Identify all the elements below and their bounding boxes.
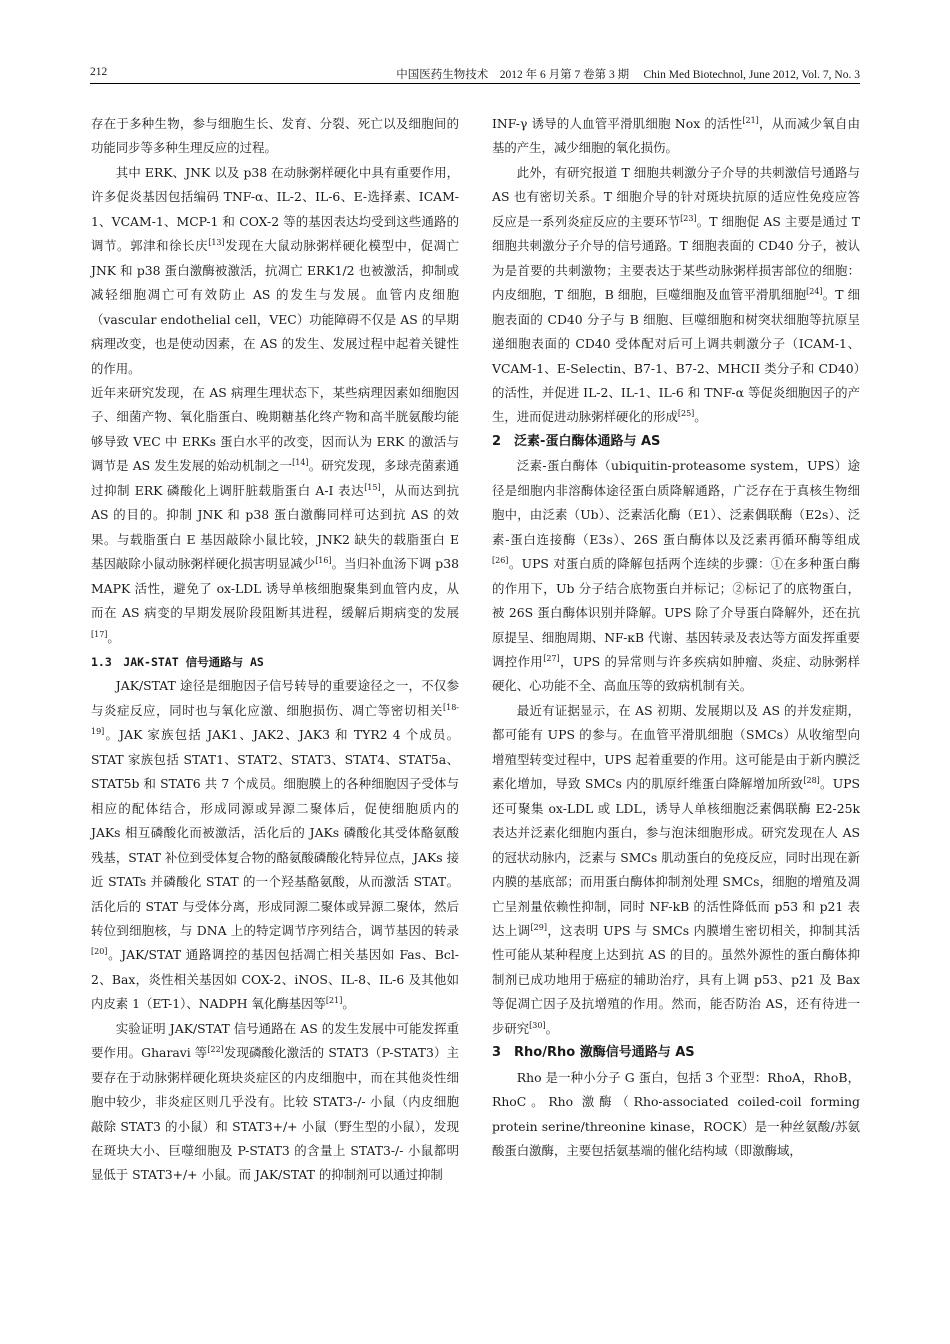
journal-info: 中国医药生物技术 2012 年 6 月第 7 卷第 3 期 Chin Med Biotechnol, June 2012, Vol. 7, No. 3 (396, 69, 860, 81)
citation: [14] (292, 458, 309, 468)
citation: [23] (680, 213, 697, 223)
paragraph: 泛素-蛋白酶体（ubiquitin-proteasome system，UPS）途径是细胞内非溶酶体途径蛋白质降解通路，广泛存在于真核生物细胞中，由泛素（Ub）、泛素活化酶（E1）、泛素偶联酶（E2s）、泛素-蛋白连接酶（E3s）、26S 蛋白酶体以及泛素再循环酶等组成[26]。UPS 对蛋白质的降解包括两个连续的步骤：①在多种蛋白酶的作用下，Ub 分子结合底物蛋白并标记；②标记了的底物蛋白，被 26S 蛋白酶体识别并降解。UPS 除了介导蛋白降解外，还在抗原提呈、细胞周期、NF-κB 代谢、基因转录及表达等方面发挥重要调控作用[27]，UPS 的异常则与许多疾病如肿瘤、炎症、动脉粥样硬化、心功能不全、高血压等的致病机制有关。 (492, 458, 860, 694)
paragraph: 其中 ERK、JNK 以及 p38 在动脉粥样硬化中具有重要作用，许多促炎基因包括编码 TNF-α、IL-2、IL-6、E-选择素、ICAM-1、VCAM-1、MCP-1 和 COX-2 等的基因表达均受到这些通路的调节。郭津和徐长庆[13]发现在大鼠动脉粥样硬化模型中，促凋亡 JNK 和 p38 蛋白激酶被激活，抗凋亡 ERK1/2 也被激活，抑制或减轻细胞凋亡可有效防止 AS 的发生与发展。血管内皮细胞（vascular endothelial cell，VEC）功能障碍不仅是 AS 的早期病理改变，也是使动因素，在 AS 的发生、发展过程中起着关键性的作用。 (91, 164, 460, 376)
citation: [25] (677, 409, 695, 419)
paragraph: Rho 是一种小分子 G 蛋白，包括 3 个亚型：RhoA，RhoB，RhoC。Rho 激酶（Rho-associated coiled-coil forming protein serine/threonine kinase，ROCK）是一种丝氨酸/苏氨酸蛋白激酶，主要包括氨基端的催化结构域（即激酶域， (492, 1069, 860, 1159)
citation: [29] (530, 922, 547, 932)
left-column (91, 112, 459, 1188)
citation: [24] (806, 287, 823, 297)
citation: [15] (364, 482, 381, 492)
citation: [21] (325, 996, 343, 1006)
paragraph: 存在于多种生物，参与细胞生长、发育、分裂、死亡以及细胞间的功能同步等多种生理反应的过程。 (91, 116, 459, 156)
citation: [27] (543, 653, 560, 663)
running-header (90, 62, 860, 84)
section-heading: 2 泛素-蛋白酶体通路与 AS (492, 433, 661, 449)
citation: [21] (742, 115, 759, 125)
citation: [30] (529, 1020, 546, 1030)
header-rule (90, 83, 860, 84)
citation: [20] (91, 947, 108, 957)
citation: [18-19] (91, 702, 459, 737)
paragraph: INF-γ 诱导的人血管平滑肌细胞 Nox 的活性[21]，从而减少氧自由基的产生，减少细胞的氧化损伤。 (492, 115, 861, 156)
section-heading: 3 Rho/Rho 激酶信号通路与 AS (492, 1045, 695, 1061)
paragraph: 近年来研究发现，在 AS 病理生理状态下，某些病理因素如细胞因子、细菌产物、氧化脂蛋白、晚期糖基化终产物和高半胱氨酸均能够导致 VEC 中 ERKs 蛋白水平的改变，因而认为 ERK 的激活与调节是 AS 发生发展的始动机制之一[14]。研究发现，多球壳菌素通过抑制 ERK 磷酸化上调肝脏载脂蛋白 A-I 表达[15]，从而达到抗 AS 的目的。抑制 JNK 和 p38 蛋白激酶同样可达到抗 AS 的效果。与载脂蛋白 E 基因敲除小鼠比较，JNK2 缺失的载脂蛋白 E 基因敲除小鼠动脉粥样硬化损害明显减少[16]。当归补血汤下调 p38 MAPK 活性，避免了 ox-LDL 诱导单核细胞聚集到血管内皮，从而在 AS 病变的早期发展阶段阻断其进程，缓解后期病变的发展[17]。 (91, 384, 460, 645)
citation: [17] (91, 629, 108, 639)
paragraph: 实验证明 JAK/STAT 信号通路在 AS 的发生发展中可能发挥重要作用。Gharavi 等[22]发现磷酸化激活的 STAT3（P-STAT3）主要存在于动脉粥样硬化斑块炎症区的内皮细胞中，而在其他炎性细胞中较少，非炎症区则几乎没有。比较 STAT3-/- 小鼠（内皮细胞敲除 STAT3 的小鼠）和 STAT3+/+ 小鼠（野生型的小鼠），发现在斑块大小、巨噬细胞及 P-STAT3 的含量上 STAT3-/- 小鼠都明显低于 STAT3+/+ 小鼠。而 JAK/STAT 的抑制剂可以通过抑制 (91, 1020, 459, 1183)
subsection-heading: 1.3 JAK-STAT 信号通路与 AS (91, 654, 264, 669)
citation: [22] (207, 1045, 224, 1055)
citation: [26] (492, 556, 509, 566)
page-number: 212 (90, 66, 108, 78)
paragraph: 此外，有研究报道 T 细胞共刺激分子介导的共刺激信号通路与 AS 也有密切关系。T 细胞介导的针对斑块抗原的适应性免疫应答反应是一系列炎症反应的主要环节[23]。T 细胞促 AS 主要是通过 T 细胞共刺激分子介导的信号通路。T 细胞表面的 CD40 分子，被认为是首要的共刺激物；主要表达于某些动脉粥样损害部位的细胞：内皮细胞，T 细胞，B 细胞，巨噬细胞及血管平滑肌细胞[24]。T 细胞表面的 CD40 分子与 B 细胞、巨噬细胞和树突状细胞等抗原呈递细胞表面的 CD40 受体配对后可上调共刺激分子（ICAM-1、VCAM-1、E-Selectin、B7-1、B7-2、MHCII 类分子和 CD40）的活性，并促进 IL-2、IL-1、IL-6 和 TNF-α 等促炎细胞因子的产生，进而促进动脉粥样硬化的形成[25]。 (492, 164, 860, 425)
right-column (492, 112, 860, 1163)
citation: [16] (315, 556, 332, 566)
paragraph: JAK/STAT 途径是细胞因子信号转导的重要途径之一，不仅参与炎症反应，同时也与氧化应激、细胞损伤、凋亡等密切相关[18-19]。JAK 家族包括 JAK1、JAK2、JAK3 和 TYR2 4 个成员。STAT 家族包括 STAT1、STAT2、STAT3、STAT4、STAT5a、STAT5b 和 STAT6 共 7 个成员。细胞膜上的各种细胞因子受体与相应的配体结合，形成同源或异源二聚体后，促使细胞质内的 JAKs 相互磷酸化而被激活，活化后的 JAKs 磷酸化其受体酪氨酸残基，STAT 补位到受体复合物的酪氨酸磷酸化特异位点，JAKs 接近 STATs 并磷酸化 STAT 的一个羟基酪氨酸，从而激活 STAT。活化后的 STAT 与受体分离，形成同源二聚体或异源二聚体，然后转位到细胞核，与 DNA 上的特定调节序列结合，调节基因的转录[20]。JAK/STAT 通路调控的基因包括凋亡相关基因如 Fas、Bcl-2、Bax，炎性相关基因如 COX-2、iNOS、IL-8、IL-6 及其他如内皮素 1（ET-1）、NADPH 氧化酶基因等[21]。 (91, 678, 459, 1012)
paragraph: 最近有证据显示，在 AS 初期、发展期以及 AS 的并发症期，都可能有 UPS 的参与。在血管平滑肌细胞（SMCs）从收缩型向增殖型转变过程中，UPS 起着重要的作用。这可能是由于新内膜泛素化增加，导致 SMCs 内的肌原纤维蛋白降解增加所致[28]。UPS 还可聚集 ox-LDL 或 LDL，诱导人单核细胞泛素偶联酶 E2-25k 表达并泛素化细胞内蛋白，参与泡沫细胞形成。研究发现在人 AS 的冠状动脉内，泛素与 SMCs 肌动蛋白的免疫反应，同时出现在新内膜的基底部；而用蛋白酶体抑制剂处理 SMCs，细胞的增殖及凋亡呈剂量依赖性抑制，同时 NF-kB 的活性降低而 p53 和 p21 表达上调[29]，这表明 UPS 与 SMCs 内膜增生密切相关，抑制其活性可能从某种程度上达到抗 AS 的目的。虽然外源性的蛋白酶体抑制剂已成功地用于癌症的辅助治疗，具有上调 p53、p21 及 Bax 等促凋亡因子及抗增殖的作用。然而，能否防治 AS，还有待进一步研究[30]。 (492, 702, 860, 1036)
citation: [13] (208, 238, 225, 248)
citation: [28] (803, 776, 820, 786)
